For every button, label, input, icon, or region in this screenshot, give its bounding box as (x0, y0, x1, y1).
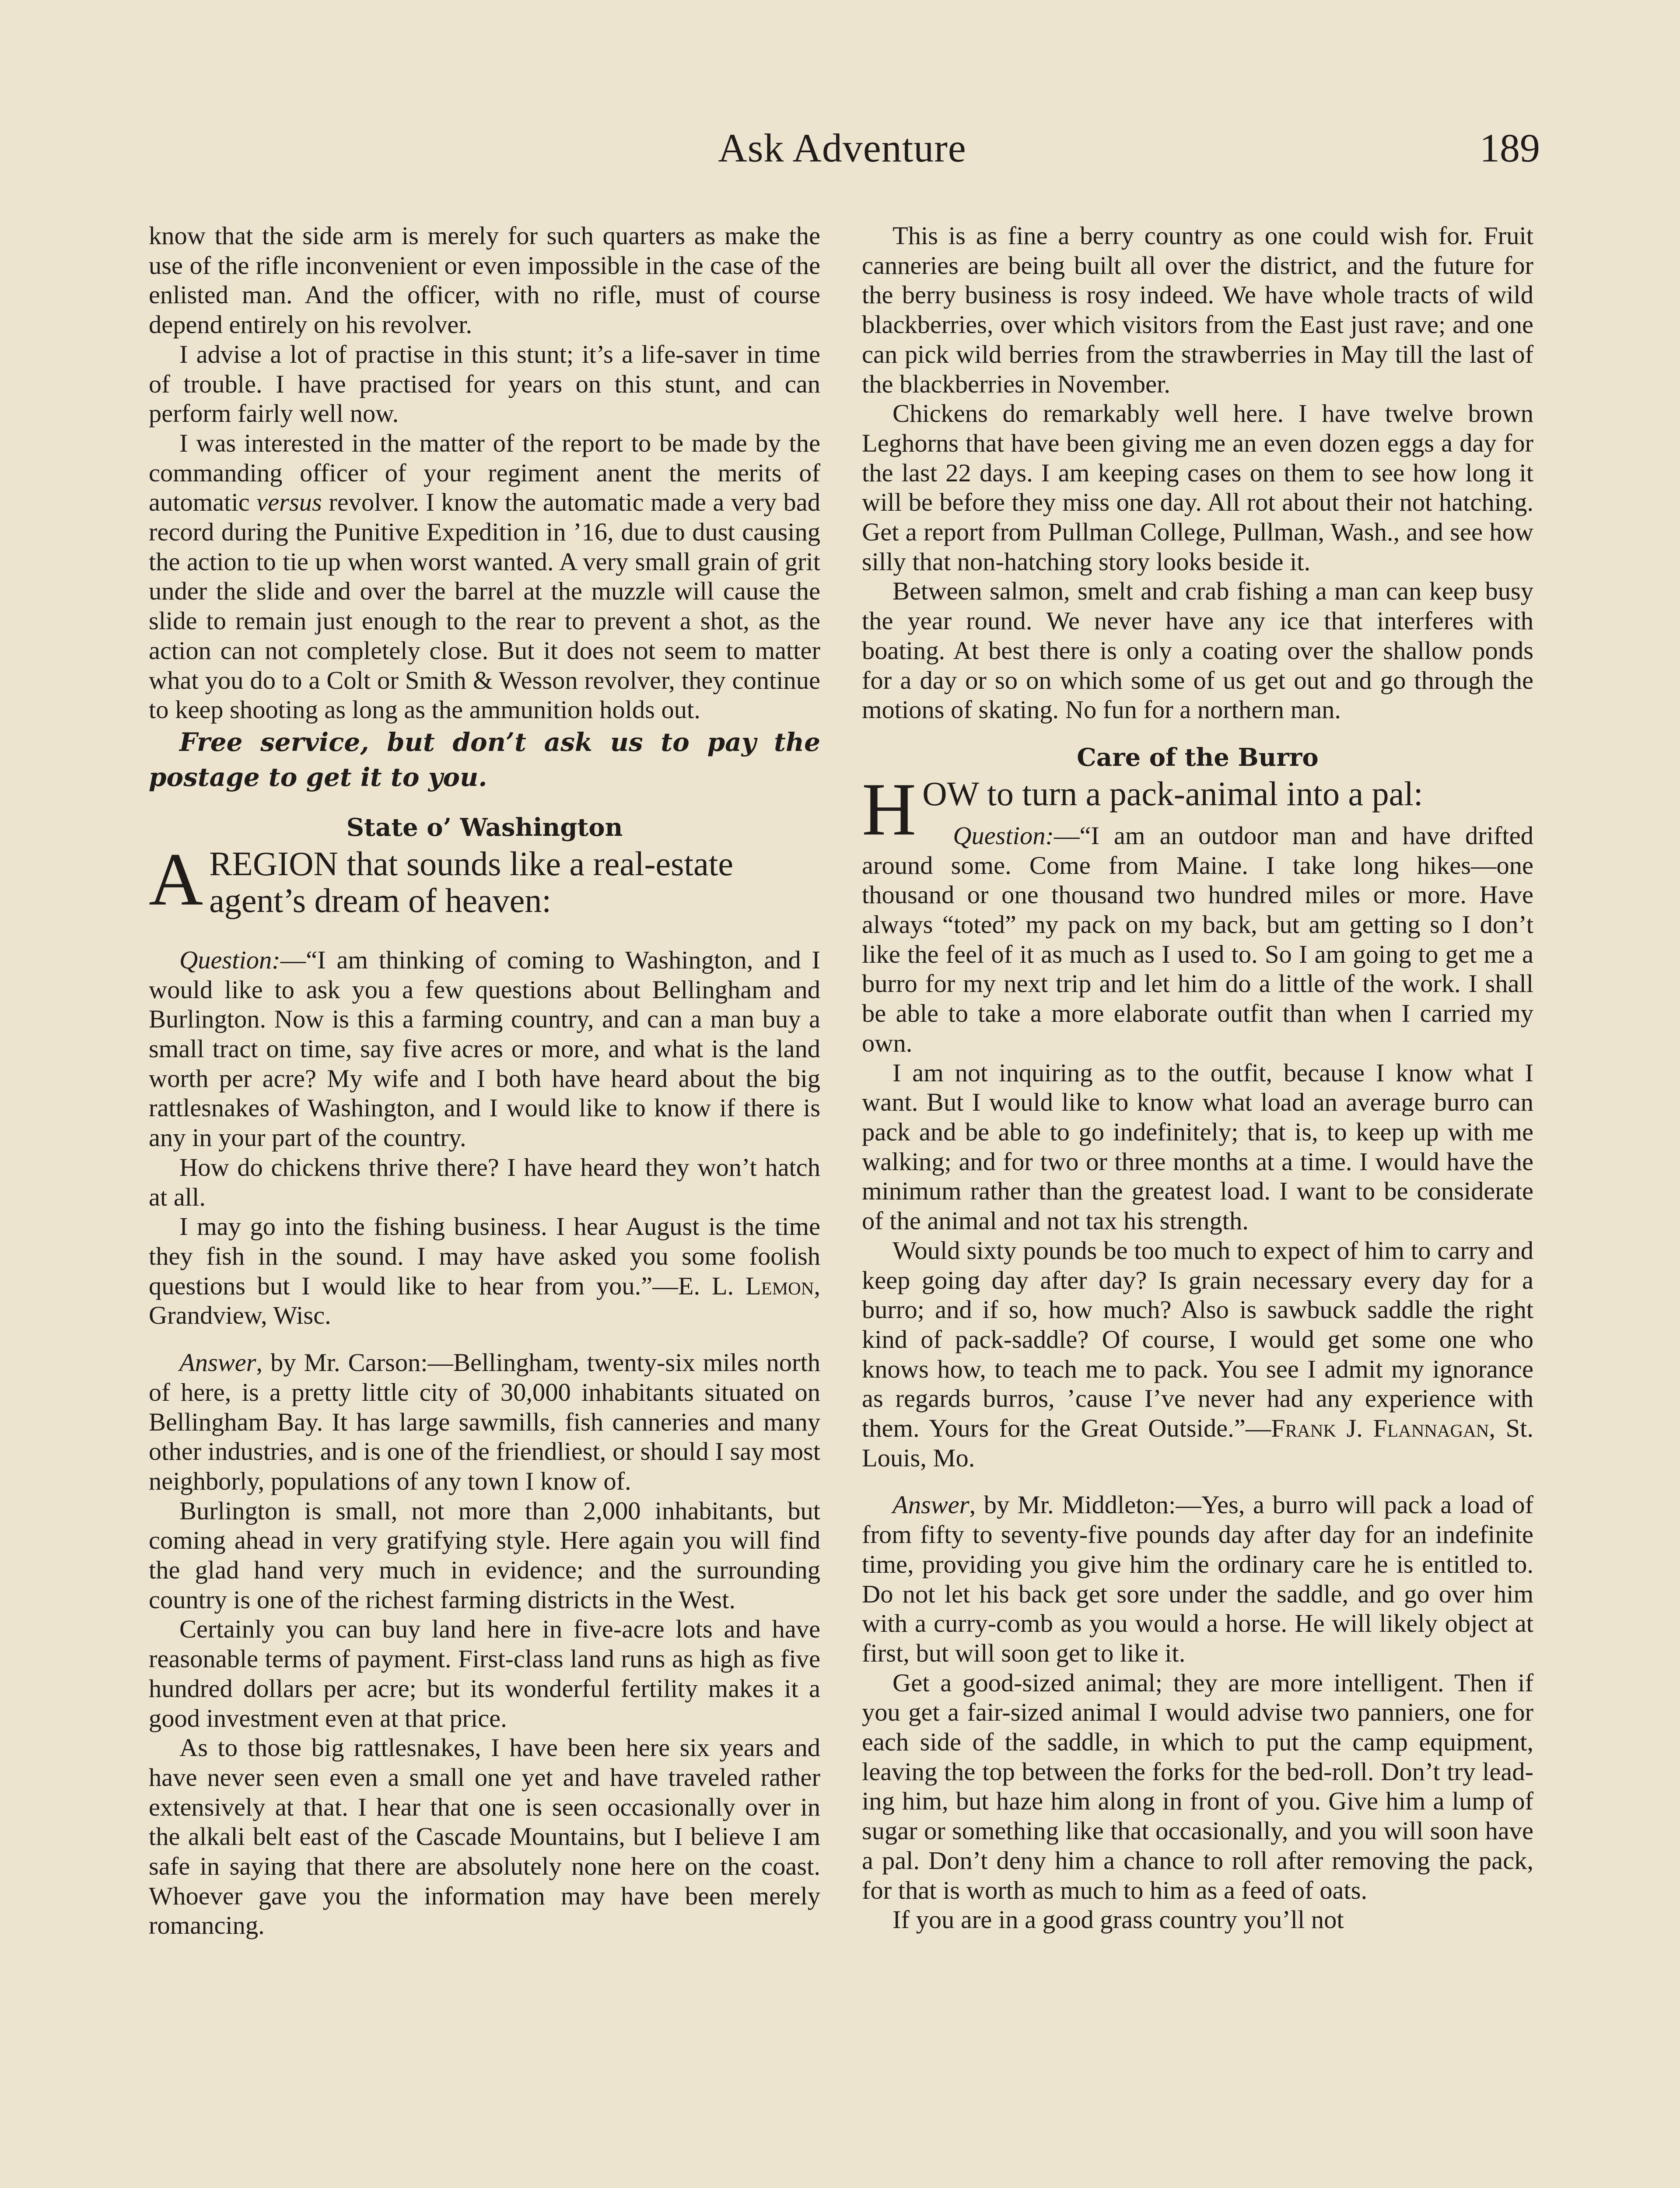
paragraph: If you are in a good grass country you’ll not (892, 1905, 1344, 1934)
lead-text: OW to turn a pack-animal into a pal: (922, 774, 1423, 813)
lead-text: REGION that sounds like a real-estate agent’s dream of heaven: (209, 844, 734, 919)
paragraph (149, 1212, 820, 1330)
paragraph: This is as fine a berry country as one could wish for. Fruit canneries are being built all over the district, and the future for the berry business is rosy indeed. We have whole tracts of wild blackberries, over which visitors from the East just rave; and one can pick wild berries from the strawberries in May till the last of the blackberries in November. (862, 221, 1533, 398)
drop-cap: A (149, 838, 203, 921)
paragraph: I advise a lot of practise in this stunt; it’s a life-saver in time of trouble. I have practised for years on this stunt, and can perform fairly well now. (149, 340, 820, 428)
right-column (862, 221, 1533, 1935)
answer-label: Answer (892, 1490, 970, 1519)
page-header (144, 125, 1540, 182)
answer-paragraph (862, 1490, 1533, 1668)
paragraph-text: I may go into the fishing business. I hear August is the time they fish in the sound. I may have asked you some foolish questions but I would like to hear from you.”—E. L. (149, 1212, 820, 1300)
answer-text: , by Mr. Carson:—Bellingham, twenty-six miles north of here, is a pretty little city of 30,000 inhabitants situated on Bellingham Bay. It has large sawmills, fish canneries and many other industries, and is one of the friendliest, or should I say most neighborly, populations of any town I know of. (149, 1348, 820, 1495)
drop-cap: H (862, 768, 917, 851)
paragraph (149, 428, 820, 725)
question-paragraph (862, 821, 1533, 1058)
left-column (149, 221, 820, 1940)
question-text: —“I am an outdoor man and have drifted around some. Come from Maine. I take long hikes—one thousand or one thousand two hundred miles or more. Have always “toted” my pack on my back, but am getting so I don’t like the feel of it as much as I used to. So I am going to get me a burro for my next trip and let him do a little of the work. I shall be able to take a more elaborate outfit than when I carried my own. (862, 821, 1533, 1057)
question-text: —“I am thinking of coming to Washington, and I would like to ask you a few questions about Bellingham and Burlington. Now is this a farming country, and can a man buy a small tract on time, say five acres or more, and what is the land worth per acre? My wife and I both have heard about the big rattlesnakes of Washington, and I would like to know if there is any in your part of the country. (149, 945, 820, 1152)
italic-text: versus (256, 488, 322, 517)
paragraph-text: I was interested in the matter of the report to be made by the commanding officer of your regiment anent the merits of automatic (149, 428, 820, 517)
author-name: Frank J. Flannagan (1271, 1414, 1489, 1443)
paragraph: Certainly you can buy land here in five-acre lots and have reasonable terms of payment. First-class land runs as high as five hundred dollars per acre; but its wonderful fertility makes it a good investment even at that price. (149, 1615, 820, 1732)
page-number: 189 (1480, 126, 1540, 170)
question-label: Question: (953, 821, 1054, 850)
paragraph: How do chickens thrive there? I have heard they won’t hatch at all. (149, 1153, 820, 1211)
paragraph: I am not inquiring as to the outfit, because I know what I want. But I would like to know what load an average burro can pack and be able to go indefinitely; that is, to keep up with me walking; and for two or three months at a time. I would have the minimum rather than the greatest load. I want to be considerate of the animal and not tax his strength. (862, 1058, 1533, 1235)
answer-paragraph (149, 1348, 820, 1496)
paragraph: Get a good-sized animal; they are more intelligent. Then if you get a fair-sized animal I would advise two panniers, one for each side of the saddle, in which to put the camp equipment, leaving the top between the forks for the bed-roll. Don’t try leading him, but haze him along in front of you. Give him a lump of sugar or something like that occasionally, and you will soon have a pal. Don’t deny him a chance to roll after removing the pack, for that is worth as much to him as a feed of oats. (862, 1668, 1533, 1904)
section-title-washington: State o’ Washington (346, 813, 623, 842)
paragraph: As to those big rattlesnakes, I have been here six years and have never seen even a small one yet and have traveled rather extensively at that. I hear that one is seen occasionally over in the alkali belt east of the Cascade Mountains, but I believe I am safe in saying that there are absolutely none here on the coast. Whoever gave you the information may have been merely romancing. (149, 1733, 820, 1940)
paragraph: Between salmon, smelt and crab fishing a man can keep busy the year round. We never have any ice that interferes with boating. At best there is only a coating over the shallow ponds for a day or so on which some of us get out and go through the motions of skating. No fun for a northern man. (862, 577, 1533, 724)
answer-label: Answer (179, 1348, 256, 1377)
paragraph-text: revolver. I know the automatic made a very bad record during the Punitive Expedition in ’16, due to dust causing the action to tie up when worst wanted. A very small grain of grit under the slide and over the barrel at the muzzle will cause the slide to remain just enough to the rear to prevent a shot, as the action can not completely close. But it does not seem to matter what you do to a Colt or Smith & Wesson revolver, they continue to keep shooting as long as the ammunition holds out. (149, 488, 820, 724)
paragraph: know that the side arm is merely for such quarters as make the use of the rifle inconvenient or even impossible in the case of the enlisted man. And the officer, with no rifle, must of course depend entirely on his revolver. (149, 221, 820, 339)
author-location: , Grandview, Wisc. (149, 1271, 820, 1330)
paragraph (862, 1236, 1533, 1473)
section-lead (149, 838, 820, 921)
section-title-burro: Care of the Burro (1077, 743, 1319, 772)
paragraph-text: Would sixty pounds be too much to expect of him to carry and keep going day after day? Is grain necessary every day for a burro; and if so, how much? Also is sawbuck saddle the right kind of pack-saddle? Of course, I would get some one who knows how, to teach me to pack. You see I admit my ignorance as regards burros, ’cause I’ve never had any experience with them. Yours for the Great Outside.”— (862, 1236, 1533, 1443)
paragraph: Burlington is small, not more than 2,000 inhabitants, but coming ahead in very gratifying style. Here again you will find the glad hand very much in evidence; and the surrounding country is one of the richest farming districts in the West. (149, 1496, 820, 1614)
question-label: Question: (179, 945, 280, 974)
service-notice: Free service, but don’t ask us to pay the postage to get it to you. (149, 727, 820, 792)
answer-text: , by Mr. Middleton:—Yes, a burro will pack a load of from fifty to seventy-five pounds day after day for an indefinite time, providing you give him the ordinary care he is entitled to. Do not let his back get sore under the saddle, and go over him with a curry-comb as you would a horse. He will likely object at first, but will soon get to like it. (862, 1490, 1533, 1667)
author-name: Lemon (745, 1271, 814, 1300)
author-location: , St. Louis, Mo. (862, 1414, 1533, 1472)
paragraph: Chickens do remarkably well here. I have twelve brown Leghorns that have been giving me an even dozen eggs a day for the last 22 days. I am keeping cases on them to see how long it will be before they miss one day. All rot about their not hatching. Get a report from Pullman College, Pullman, Wash., and see how silly that non-hatching story looks beside it. (862, 399, 1533, 576)
running-head: Ask Adventure (718, 126, 966, 170)
question-paragraph (149, 945, 820, 1153)
